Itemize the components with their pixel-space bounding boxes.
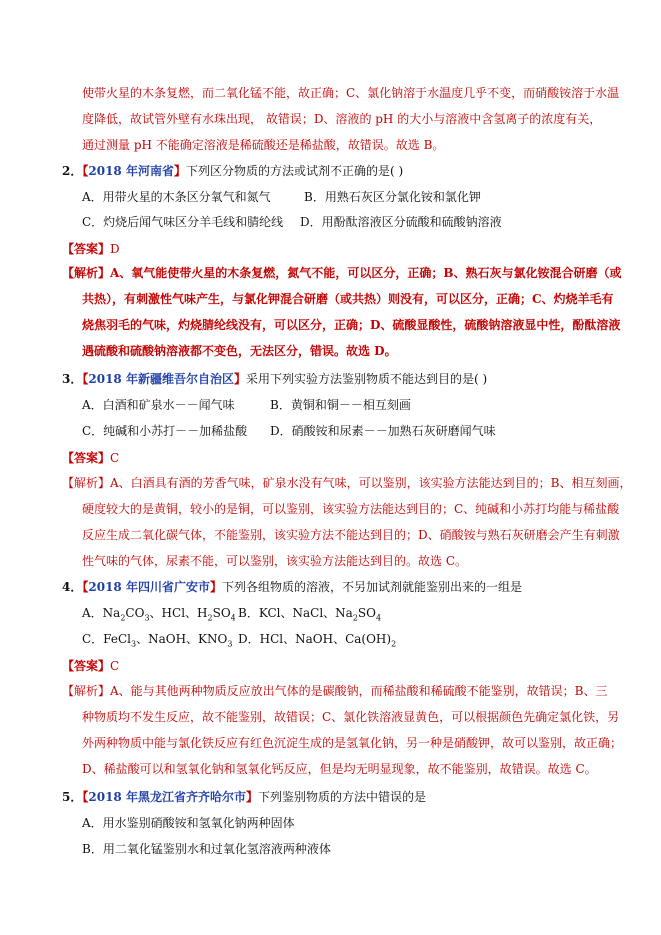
intro-line-1: 使带火星的木条复燃，而二氧化锰不能，故正确；C、氯化钠溶于水温度几乎不变，而硝酸铵溶于水温 bbox=[82, 86, 620, 100]
q2-option-d: D．用酚酞溶液区分硫酸和硫酸钠溶液 bbox=[300, 215, 502, 229]
question-stem: 采用下列实验方法鉴别物质不能达到目的是( ) bbox=[245, 372, 488, 386]
source-tag: 2018 年新疆维吾尔自治区 bbox=[88, 372, 234, 386]
q3-answer bbox=[62, 451, 119, 465]
option-text: B．KCl、NaCl、Na bbox=[238, 606, 353, 620]
source-tag-close: 】 bbox=[173, 164, 186, 178]
option-text: D．HCl、NaOH、Ca(OH) bbox=[238, 632, 392, 646]
q2-analysis-line-2: 共热），有刺激性气味产生，与氯化钾混合研磨（或共热）则没有，可以区分，正确；C、灼烧羊毛有 bbox=[82, 292, 614, 306]
q5-option-a: A．用水鉴别硝酸铵和氢氧化钠两种固体 bbox=[82, 816, 295, 830]
option-text: A．Na bbox=[82, 606, 121, 620]
q3-option-c: C．纯碱和小苏打－－加稀盐酸 bbox=[82, 424, 248, 438]
source-tag-open: 【 bbox=[82, 580, 89, 594]
q3-analysis-line-1: 【解析】A、白酒具有酒的芳香气味，矿泉水没有气味，可以鉴别，该实验方法能达到目的；B、相互刻画， bbox=[62, 476, 632, 490]
answer-value: C bbox=[110, 659, 120, 673]
question-3 bbox=[62, 372, 487, 386]
question-2 bbox=[62, 164, 403, 178]
q3-option-d: D．硝酸铵和尿素－－加熟石灰研磨闻气味 bbox=[270, 424, 496, 438]
source-tag: 2018 年四川省广安市 bbox=[88, 580, 210, 594]
source-tag-open: 【 bbox=[82, 372, 89, 386]
q5-option-b: B．用二氧化锰鉴别水和过氧化氢溶液两种液体 bbox=[82, 842, 331, 856]
intro-line-2: 度降低，故试管外壁有水珠出现， 故错误；D、溶液的 pH 的大小与溶液中含氢离子的浓度有关， bbox=[82, 112, 602, 126]
subscript: 4 bbox=[375, 613, 382, 623]
subscript: 3 bbox=[144, 613, 150, 623]
question-stem: 下列区分物质的方法或试剂不正确的是( ) bbox=[185, 164, 404, 178]
q4-answer bbox=[62, 659, 119, 673]
question-5 bbox=[62, 790, 426, 804]
q4-analysis-line-1: 【解析】A、能与其他两种物质反应放出气体的是碳酸钠，而稀盐酸和稀硫酸不能鉴别，故错误；B、三 bbox=[62, 684, 608, 698]
option-text: SO bbox=[357, 606, 376, 620]
source-tag: 2018 年黑龙江省齐齐哈尔市 bbox=[88, 790, 246, 804]
subscript: 4 bbox=[230, 613, 236, 623]
q4-option-d bbox=[238, 632, 397, 649]
source-tag-open: 【 bbox=[82, 164, 89, 178]
subscript: 2 bbox=[207, 613, 213, 623]
q2-option-c: C．灼烧后闻气味区分羊毛线和腈纶线 bbox=[82, 215, 284, 229]
subscript: 2 bbox=[391, 639, 397, 649]
answer-label: 【答案】 bbox=[62, 659, 111, 673]
source-tag-close: 】 bbox=[209, 580, 222, 594]
option-text: C．FeCl bbox=[82, 632, 131, 646]
q2-analysis-line-4: 遇硫酸和硫酸钠溶液都不变色，无法区分，错误。故选 D。 bbox=[82, 344, 397, 358]
q2-analysis-line-3: 烧焦羽毛的气味，灼烧腈纶线没有，可以区分，正确；D、硫酸显酸性，硫酸钠溶液显中性，酚酞溶液 bbox=[82, 318, 621, 332]
answer-value: D bbox=[110, 242, 120, 256]
q3-option-b: B．黄铜和铜－－相互刻画 bbox=[270, 398, 411, 412]
question-number: 2． bbox=[62, 164, 83, 178]
q4-option-a bbox=[82, 606, 236, 623]
q2-answer bbox=[62, 242, 120, 256]
q4-analysis-line-3: 外两种物质中能与氯化铁反应有红色沉淀生成的是氢氧化钠，另一种是硝酸钾，故可以鉴别，故正确； bbox=[82, 736, 623, 750]
q2-option-a: A．用带火星的木条区分氧气和氮气 bbox=[82, 190, 271, 204]
intro-line-3: 通过测量 pH 不能确定溶液是稀硫酸还是稀盐酸，故错误。故选 B。 bbox=[82, 138, 445, 152]
q4-option-c bbox=[82, 632, 233, 649]
q3-analysis-line-2: 硬度较大的是黄铜，较小的是铜，可以鉴别，该实验方法能达到目的；C、纯碱和小苏打均能与稀盐酸 bbox=[82, 502, 620, 516]
q2-analysis-line-1: 【解析】A、氧气能使带火星的木条复燃，氮气不能，可以区分，正确；B、熟石灰与氯化铵混合研磨（或 bbox=[62, 266, 622, 280]
answer-value: C bbox=[110, 451, 120, 465]
q4-analysis-line-2: 种物质均不发生反应，故不能鉴别，故错误；C、氯化铁溶液显黄色，可以根据颜色先确定氯化铁，另 bbox=[82, 710, 620, 724]
answer-label: 【答案】 bbox=[62, 242, 111, 256]
q3-analysis-line-3: 反应生成二氧化碳气体，不能鉴别，该实验方法不能达到目的；D、硝酸铵与熟石灰研磨会产生有刺激 bbox=[82, 528, 620, 542]
subscript: 2 bbox=[352, 613, 358, 623]
option-text: 、HCl、H bbox=[149, 606, 208, 620]
question-number: 4． bbox=[62, 580, 83, 594]
q4-analysis-line-4: D、稀盐酸可以和氢氧化钠和氢氧化钙反应，但是均无明显现象，故不能鉴别，故错误。故选 C。 bbox=[82, 762, 597, 776]
question-stem: 下列各组物质的溶液，不另加试剂就能鉴别出来的一组是 bbox=[221, 580, 522, 594]
option-text: SO bbox=[212, 606, 231, 620]
source-tag: 2018 年河南省 bbox=[88, 164, 174, 178]
question-4 bbox=[62, 580, 522, 594]
question-number: 3． bbox=[62, 372, 83, 386]
question-stem: 下列鉴别物质的方法中错误的是 bbox=[257, 790, 426, 804]
question-number: 5． bbox=[62, 790, 83, 804]
subscript: 3 bbox=[227, 639, 233, 649]
q3-analysis-line-4: 性气味的气体，尿素不能，可以鉴别，该实验方法能达到目的。故选 C。 bbox=[82, 554, 467, 568]
q3-option-a: A．白酒和矿泉水－－闻气味 bbox=[82, 398, 235, 412]
option-text: CO bbox=[125, 606, 145, 620]
q4-option-b bbox=[238, 606, 382, 623]
source-tag-open: 【 bbox=[82, 790, 89, 804]
source-tag-close: 】 bbox=[233, 372, 246, 386]
subscript: 2 bbox=[120, 613, 126, 623]
answer-label: 【答案】 bbox=[62, 451, 111, 465]
q2-option-b: B．用熟石灰区分氯化铵和氯化钾 bbox=[304, 190, 481, 204]
subscript: 3 bbox=[130, 639, 137, 649]
source-tag-close: 】 bbox=[245, 790, 258, 804]
option-text: 、NaOH、KNO bbox=[136, 632, 228, 646]
